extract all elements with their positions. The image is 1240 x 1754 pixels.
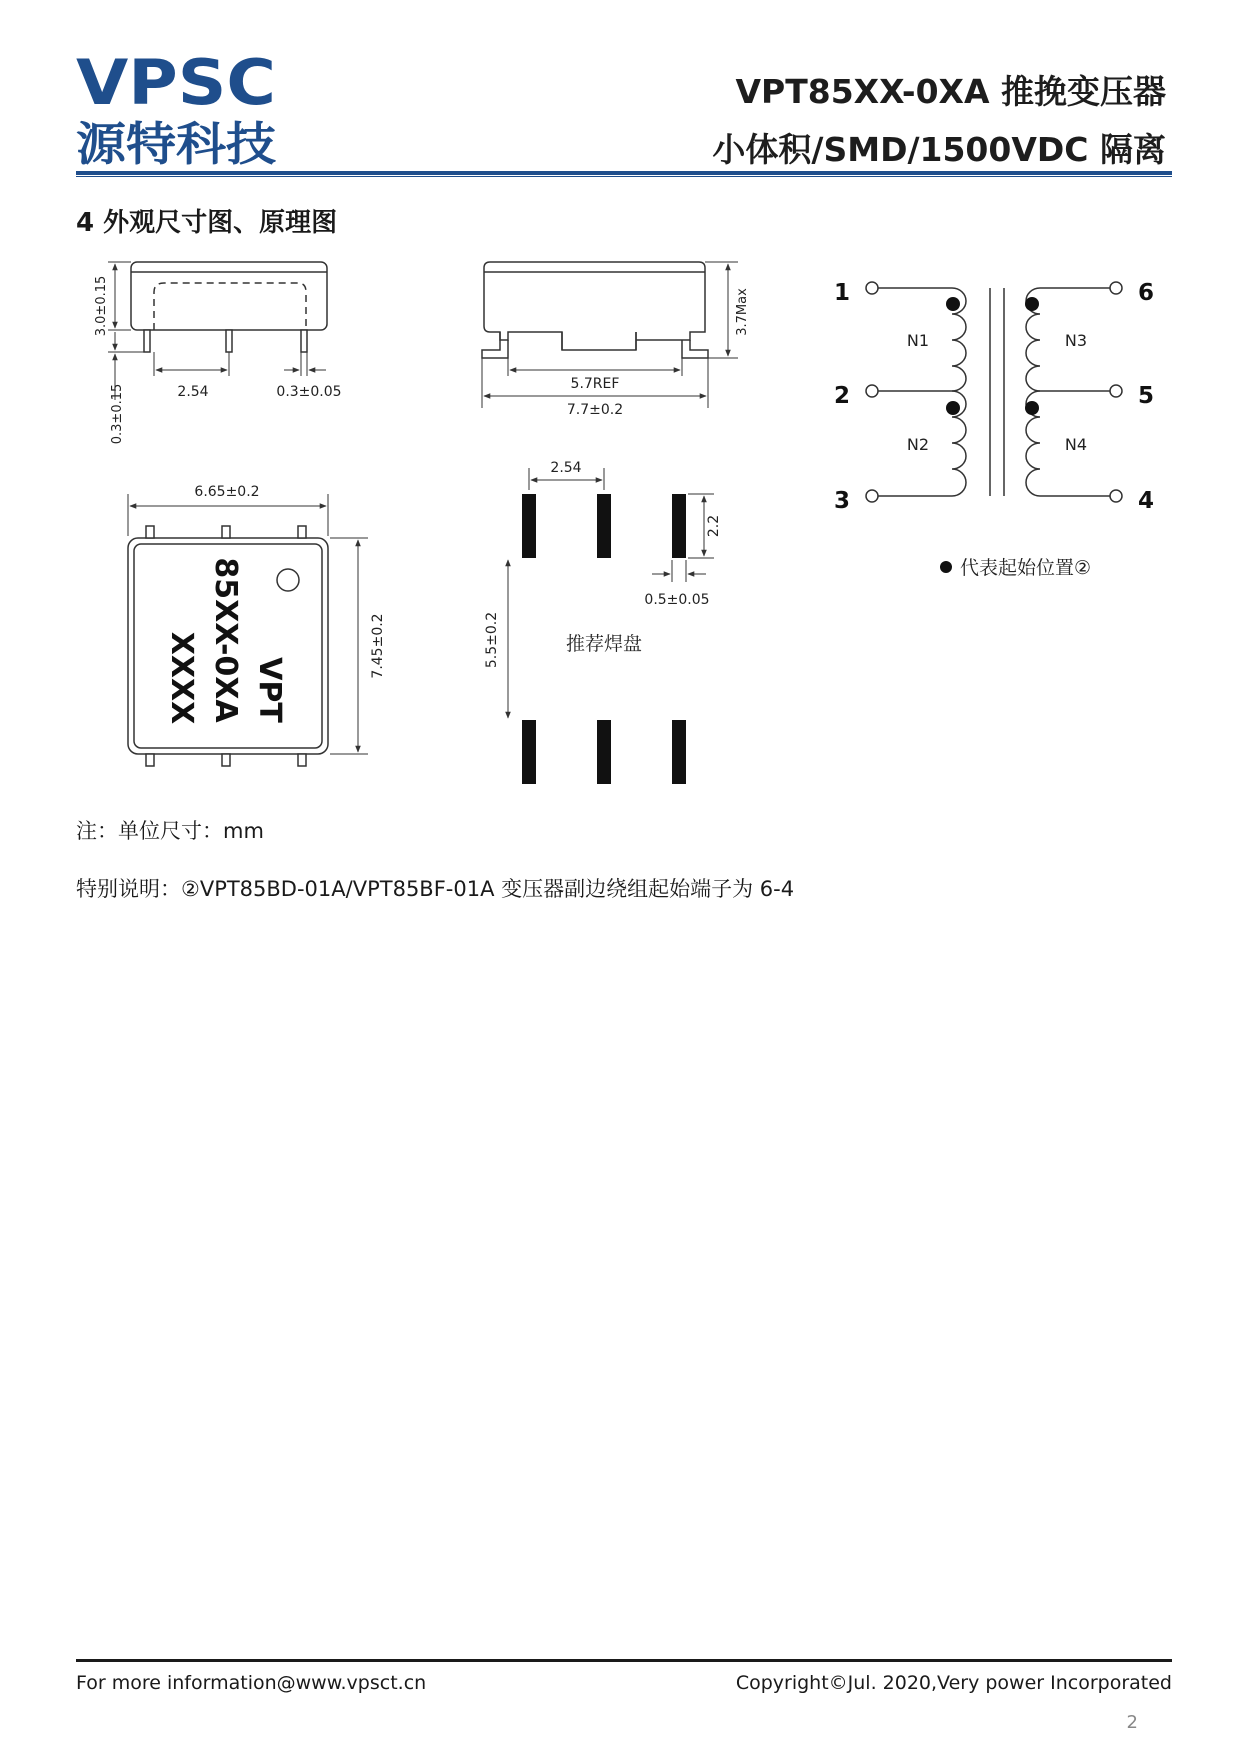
pin-label-2: 2 <box>833 383 851 409</box>
company-logo <box>76 46 286 168</box>
footprint <box>508 468 714 784</box>
legend-dot-icon <box>940 561 952 573</box>
footprint-caption: 推荐焊盘 <box>565 633 643 655</box>
top-length-label: 7.45±0.2 <box>370 613 386 679</box>
header-rule-thin <box>76 176 1172 177</box>
winding-n3: N3 <box>1064 331 1088 350</box>
product-title: VPT85XX-0XA 推挽变压器 <box>735 72 1166 111</box>
footer-info-link[interactable]: For more information@www.vpsct.cn <box>76 1672 427 1694</box>
dimension-drawing <box>0 240 1240 810</box>
unit-note: 注：单位尺寸：mm <box>76 819 264 843</box>
marking-line1: VPT <box>252 657 287 723</box>
side-view <box>108 262 327 400</box>
front-max-height-label: 3.7Max <box>735 288 750 336</box>
pin-label-4: 4 <box>1137 488 1155 514</box>
front-ref-label: 5.7REF <box>570 376 620 392</box>
side-standoff-label: 0.3±0.15 <box>110 383 125 445</box>
side-pin-width-label: 0.3±0.05 <box>276 384 342 400</box>
pin-label-3: 3 <box>833 488 851 514</box>
top-view <box>128 494 368 766</box>
winding-n4: N4 <box>1064 435 1088 454</box>
page-number: 2 <box>1126 1712 1138 1733</box>
side-height-label: 3.0±0.15 <box>94 275 109 337</box>
footprint-pad-width-label: 0.5±0.05 <box>644 592 710 608</box>
footer-rule <box>76 1659 1172 1662</box>
top-width-label: 6.65±0.2 <box>194 484 260 500</box>
footprint-row-gap-label: 5.5±0.2 <box>484 611 500 669</box>
logo-text: VPSC <box>76 46 276 119</box>
winding-n2: N2 <box>906 435 930 454</box>
pin-label-1: 1 <box>833 280 851 306</box>
pin-label-6: 6 <box>1137 280 1155 306</box>
side-pitch-label: 2.54 <box>177 384 209 400</box>
winding-n1: N1 <box>906 331 930 350</box>
marking-line3: XXXX <box>164 631 199 725</box>
transformer-schematic <box>866 282 1122 502</box>
logo-subtitle: 源特科技 <box>76 117 276 168</box>
legend-text: 代表起始位置② <box>960 557 1092 579</box>
winding-start-dots <box>946 297 1039 415</box>
marking-line2: 85XX-0XA <box>208 557 243 723</box>
footprint-pad-length-label: 2.2 <box>706 514 722 538</box>
pin-label-5: 5 <box>1137 383 1155 409</box>
footprint-pitch-label: 2.54 <box>550 460 582 476</box>
section-title: 4 外观尺寸图、原理图 <box>76 208 338 238</box>
special-note: 特别说明：②VPT85BD-01A/VPT85BF-01A 变压器副边绕组起始端子为 6-4 <box>76 877 795 901</box>
front-width-label: 7.7±0.2 <box>566 402 624 418</box>
product-subtitle: 小体积/SMD/1500VDC 隔离 <box>712 130 1166 169</box>
footer-copyright: Copyright©Jul. 2020,Very power Incorporated <box>735 1672 1172 1694</box>
header-rule <box>76 171 1172 175</box>
